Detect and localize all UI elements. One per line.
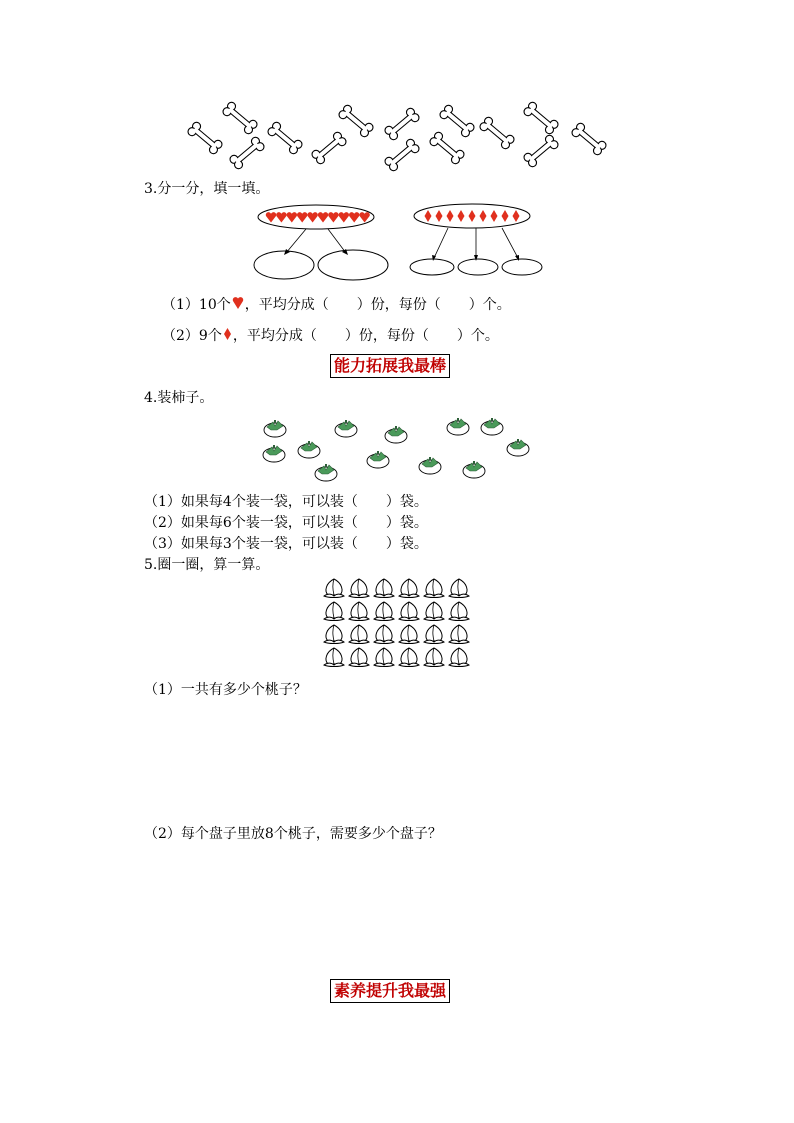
answer-oval-right-3[interactable] bbox=[502, 259, 542, 275]
question-5-item-2: （2）每个盘子里放8个桃子，需要多少个盘子？ bbox=[144, 826, 442, 842]
question-4-item-1: （1）如果每4个装一袋，可以装（ ）袋。 bbox=[144, 494, 428, 510]
peach-icon bbox=[349, 579, 369, 598]
question-3-item-1 bbox=[162, 296, 511, 314]
hearts-group bbox=[266, 212, 370, 222]
bone-icon bbox=[266, 121, 303, 156]
heart-icon bbox=[297, 212, 307, 222]
heart-icon bbox=[328, 212, 338, 222]
heart-icon bbox=[359, 212, 369, 222]
diamond-icon bbox=[502, 210, 509, 222]
peach-icon bbox=[324, 625, 344, 644]
bone-icon bbox=[186, 121, 223, 156]
peach-icon bbox=[399, 625, 419, 644]
question-3-item-2 bbox=[162, 327, 499, 345]
diamond-icon bbox=[425, 210, 432, 222]
bone-icon bbox=[438, 104, 475, 139]
peach-icon bbox=[449, 648, 469, 667]
peach-icon bbox=[424, 625, 444, 644]
persimmon-icon bbox=[367, 451, 389, 468]
heart-icon bbox=[266, 212, 276, 222]
persimmon-icon bbox=[298, 441, 320, 458]
bone-icon bbox=[337, 104, 374, 139]
arrow-left-1 bbox=[286, 229, 306, 253]
bone-icon bbox=[570, 122, 607, 157]
diamond-icon bbox=[469, 210, 476, 222]
heart-icon bbox=[276, 212, 286, 222]
peach-icon bbox=[424, 648, 444, 667]
answer-oval-left-2[interactable] bbox=[318, 250, 388, 280]
persimmon-icon bbox=[385, 426, 407, 443]
banner-ability: 能力拓展我最棒 bbox=[330, 354, 450, 378]
question-3-title: 3.分一分，填一填。 bbox=[144, 181, 270, 197]
arrow-left-2 bbox=[328, 229, 346, 253]
bone-icon bbox=[221, 101, 258, 136]
peach-icon bbox=[399, 602, 419, 621]
peach-icon bbox=[449, 602, 469, 621]
persimmon-icon bbox=[481, 418, 503, 435]
bones-illustration bbox=[0, 0, 794, 180]
bone-icon bbox=[383, 107, 420, 142]
peach-icon bbox=[349, 625, 369, 644]
peach-icon bbox=[324, 579, 344, 598]
peach-icon bbox=[324, 602, 344, 621]
division-diagram bbox=[0, 195, 794, 295]
persimmon-icon bbox=[263, 445, 285, 462]
arrow-right-3 bbox=[502, 228, 518, 258]
bone-icon bbox=[383, 138, 420, 173]
peach-icon bbox=[399, 579, 419, 598]
persimmon-icon bbox=[315, 464, 337, 481]
diamond-icon bbox=[491, 210, 498, 222]
question-5-title: 5.圈一圈，算一算。 bbox=[144, 557, 270, 573]
arrowhead-right-2 bbox=[474, 255, 478, 261]
bone-icon bbox=[522, 101, 559, 136]
diamond-icon bbox=[458, 210, 465, 222]
peach-icon bbox=[424, 579, 444, 598]
heart-icon bbox=[349, 212, 359, 222]
peach-icon bbox=[349, 648, 369, 667]
question-4-item-3: （3）如果每3个装一袋，可以装（ ）袋。 bbox=[144, 536, 428, 552]
persimmon-icon bbox=[264, 420, 286, 437]
heart-icon bbox=[287, 212, 297, 222]
bone-icon bbox=[228, 136, 265, 171]
persimmons-illustration bbox=[0, 410, 794, 490]
persimmon-icon bbox=[335, 420, 357, 437]
persimmon-icon bbox=[507, 439, 529, 456]
bone-icon bbox=[428, 131, 465, 166]
persimmon-icon bbox=[463, 461, 485, 478]
question-3-item-2-suffix: ，平均分成（ ）份，每份（ ）个。 bbox=[232, 328, 499, 344]
peach-icon bbox=[374, 602, 394, 621]
answer-oval-right-2[interactable] bbox=[458, 259, 498, 275]
peach-icon bbox=[449, 579, 469, 598]
arrow-right-1 bbox=[434, 228, 448, 258]
banner-literacy: 素养提升我最强 bbox=[330, 979, 450, 1003]
question-3-item-1-prefix: （1）10个 bbox=[162, 297, 231, 313]
diamonds-group bbox=[425, 210, 520, 222]
peach-icon bbox=[349, 602, 369, 621]
peach-icon bbox=[374, 648, 394, 667]
heart-icon bbox=[318, 212, 328, 222]
diamond-icon bbox=[513, 210, 520, 222]
diamond-icon bbox=[480, 210, 487, 222]
peaches-grid bbox=[0, 575, 794, 675]
question-3-item-1-suffix: ，平均分成（ ）份，每份（ ）个。 bbox=[244, 297, 511, 313]
peach-icon bbox=[399, 648, 419, 667]
question-4-item-2: （2）如果每6个装一袋，可以装（ ）袋。 bbox=[144, 515, 428, 531]
diamond-icon bbox=[436, 210, 443, 222]
diamond-icon bbox=[223, 327, 232, 341]
bone-icon bbox=[478, 116, 515, 151]
answer-oval-right-1[interactable] bbox=[410, 259, 454, 275]
diamond-icon bbox=[447, 210, 454, 222]
heart-icon bbox=[307, 212, 317, 222]
bone-icon bbox=[310, 131, 347, 166]
peach-icon bbox=[324, 648, 344, 667]
arrowhead-right-3 bbox=[515, 255, 519, 261]
peach-icon bbox=[424, 602, 444, 621]
question-5-item-1: （1）一共有多少个桃子？ bbox=[144, 682, 307, 698]
peach-icon bbox=[374, 625, 394, 644]
question-3-item-2-prefix: （2）9个 bbox=[162, 328, 222, 344]
persimmon-icon bbox=[419, 457, 441, 474]
persimmon-icon bbox=[447, 418, 469, 435]
question-4-title: 4.装柿子。 bbox=[144, 390, 214, 406]
heart-icon bbox=[232, 296, 244, 310]
answer-oval-left-1[interactable] bbox=[254, 251, 314, 279]
peach-icon bbox=[449, 625, 469, 644]
heart-icon bbox=[339, 212, 349, 222]
peach-icon bbox=[374, 579, 394, 598]
bone-icon bbox=[522, 134, 559, 169]
arrowhead-right-1 bbox=[432, 255, 436, 261]
